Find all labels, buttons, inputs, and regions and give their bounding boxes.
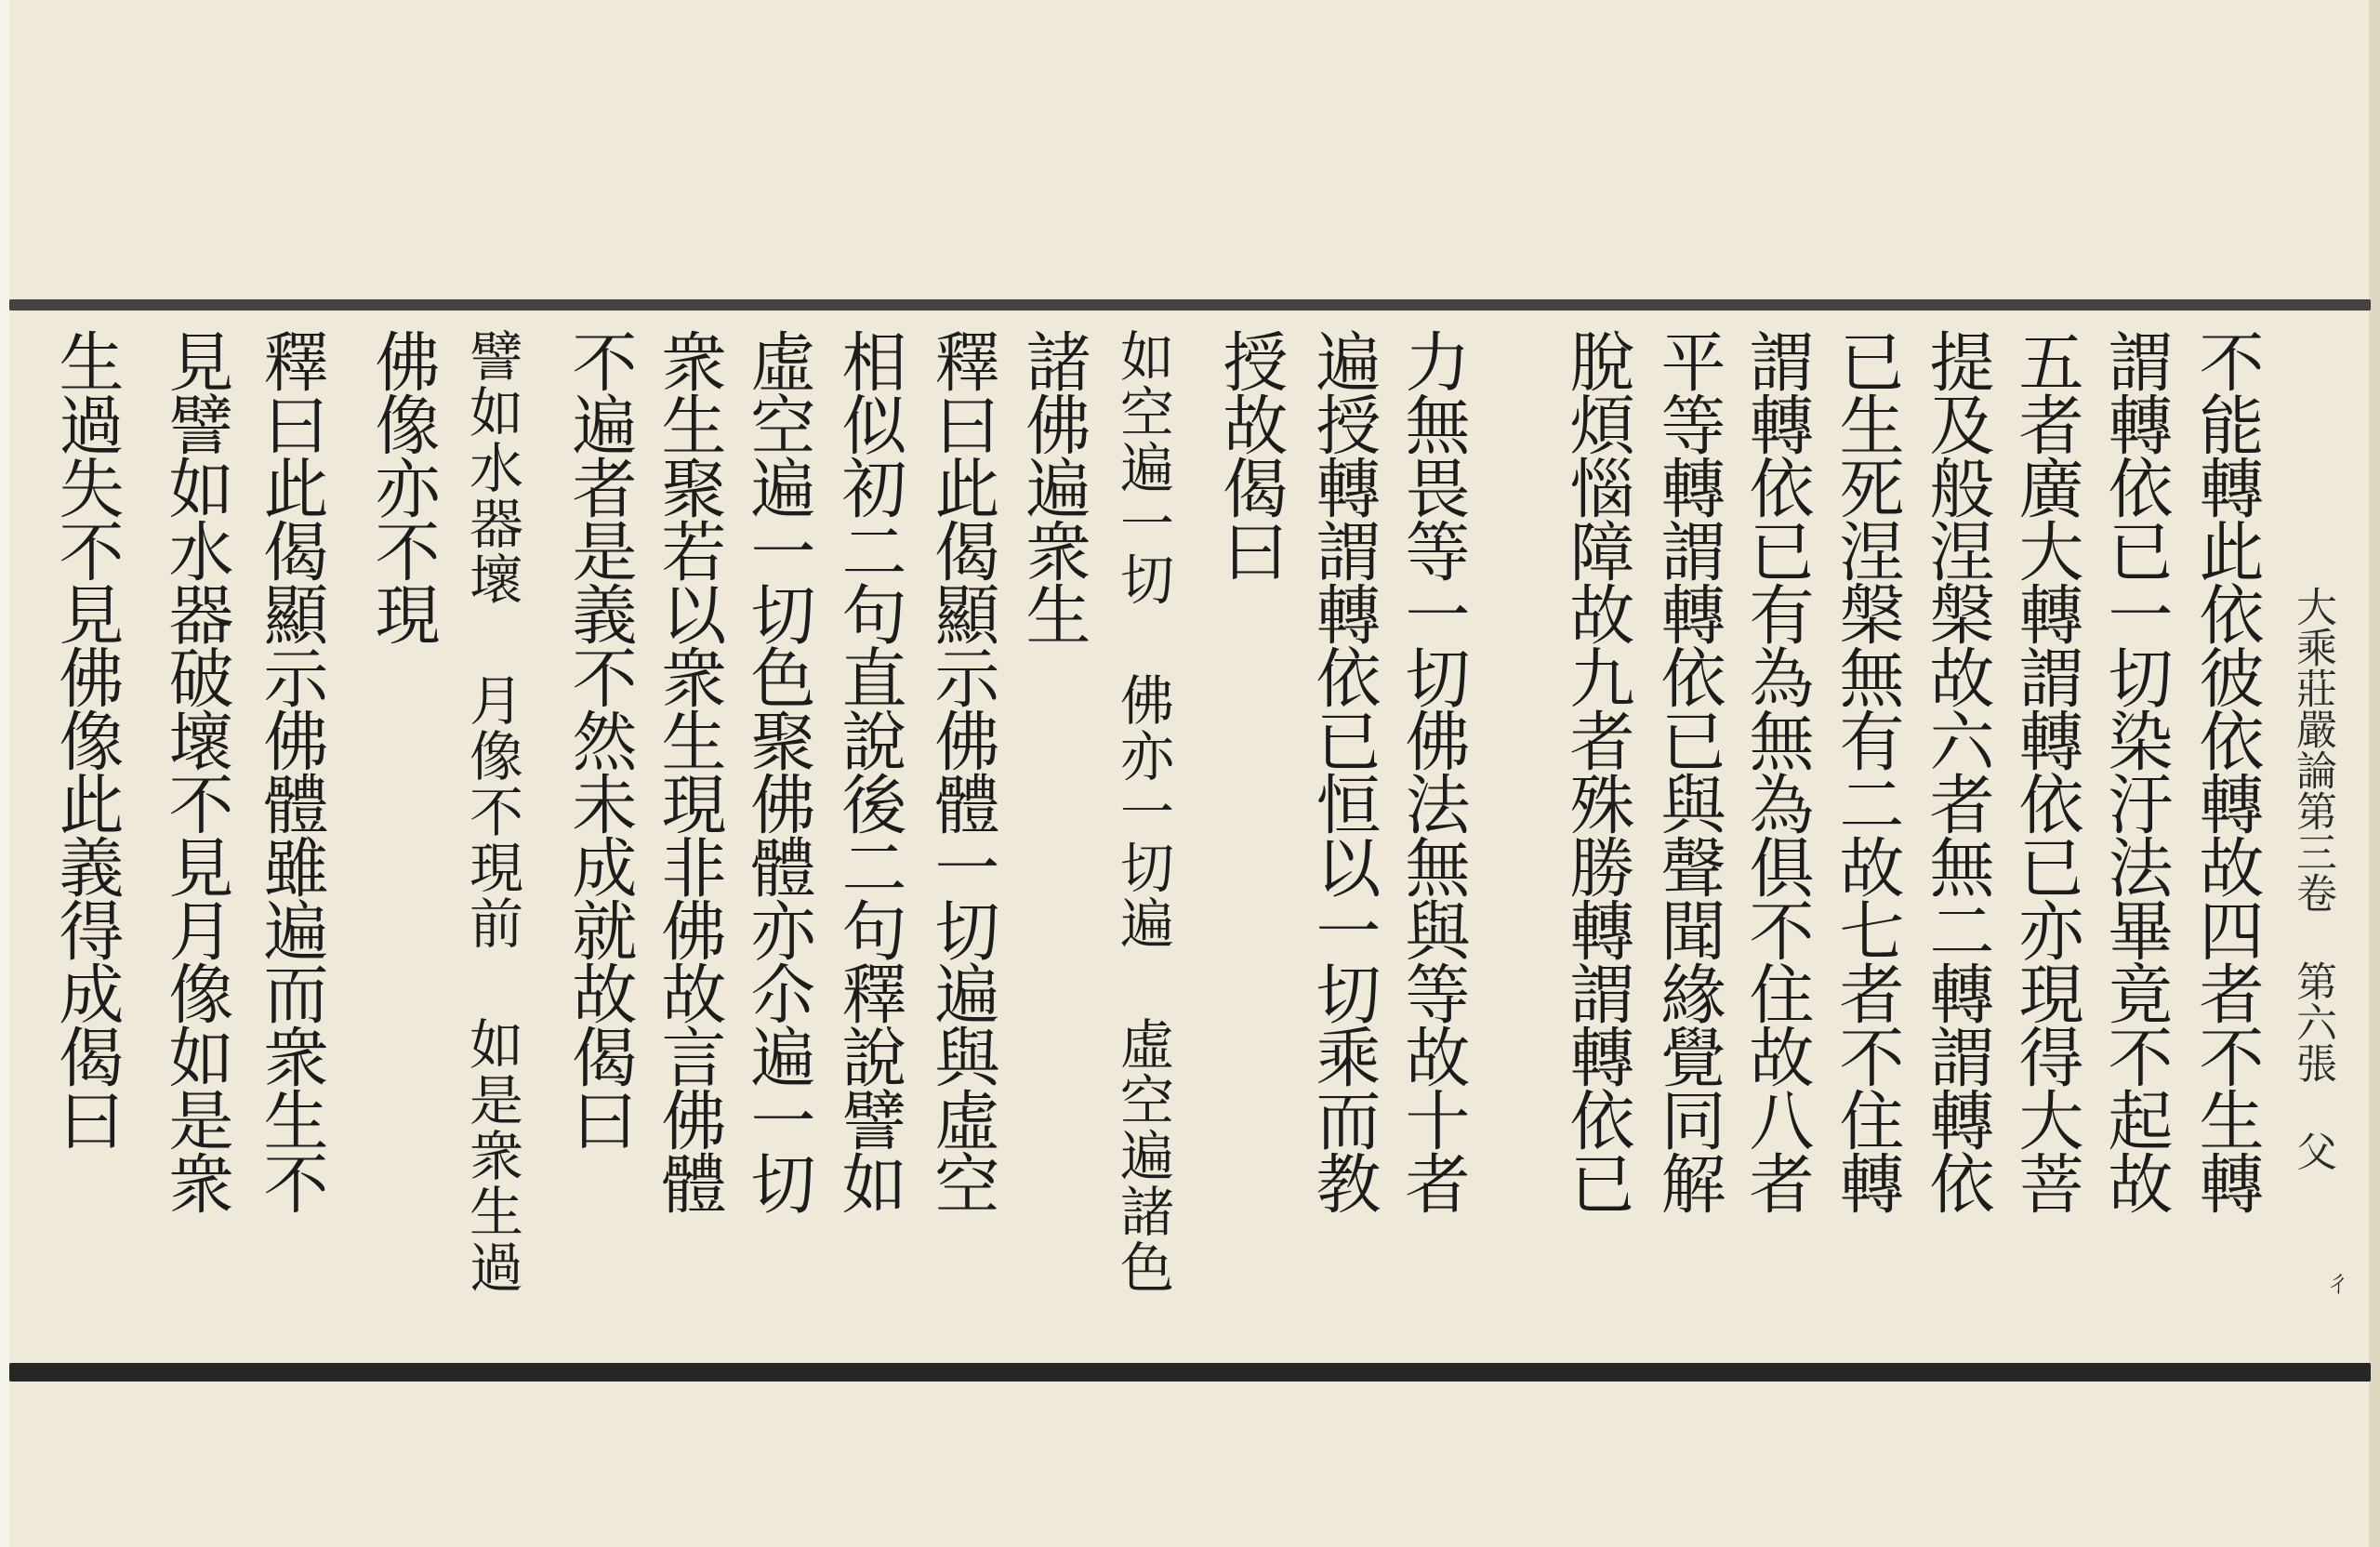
verse-column: 佛像亦不現 (364, 328, 441, 644)
text-column: 不遍者是義不然未成就故偈曰 (562, 328, 638, 1150)
text-column: 五者廣大轉謂轉依已亦現得大菩 (2008, 328, 2084, 1213)
verse-column: 如空遍一切 佛亦一切遍 虛空遍諸色 (1111, 328, 1174, 1295)
text-column: 見譬如水器破壞不見月像如是衆 (158, 328, 234, 1213)
verse-column: 諸佛遍衆生 (1015, 328, 1091, 644)
text-column: 生過失不見佛像此義得成偈曰 (48, 328, 125, 1150)
top-border-rule (9, 299, 2371, 311)
text-column: 已生死涅槃無有二故七者不住轉 (1829, 328, 1905, 1213)
margin-mark: ㄔ (2324, 1267, 2352, 1300)
margin-title: 大乘莊嚴論第三卷 第六張 父 (2289, 586, 2336, 1171)
text-column: 授故偈曰 (1212, 328, 1289, 581)
page-spine (0, 0, 9, 1547)
page-edge (2369, 0, 2380, 1547)
text-column: 力無畏等一切佛法無與等故十者 (1395, 328, 1471, 1213)
text-column: 相似初二句直說後二句釋說譬如 (831, 328, 907, 1213)
text-column: 不能轉此依彼依轉故四者不生轉 (2188, 328, 2265, 1213)
text-column: 謂轉依已有為無為俱不住故八者 (1739, 328, 1815, 1213)
text-column: 虛空遍一切色聚佛體亦尒遍一切 (740, 328, 816, 1213)
text-column: 衆生聚若以衆生現非佛故言佛體 (651, 328, 727, 1213)
text-column: 釋曰此偈顯示佛體一切遍與虛空 (924, 328, 1000, 1213)
text-column: 平等轉謂轉依已與聲聞緣覺同解 (1650, 328, 1726, 1213)
bottom-border-rule (9, 1363, 2371, 1382)
text-column: 謂轉依已一切染汙法畢竟不起故 (2097, 328, 2174, 1213)
text-column: 脫煩惱障故九者殊勝轉謂轉依已 (1559, 328, 1635, 1213)
verse-column: 譬如水器壞 月像不現前 如是衆生過 (460, 328, 523, 1295)
text-column: 提及般涅槃故六者無二轉謂轉依 (1919, 328, 1995, 1213)
text-column: 釋曰此偈顯示佛體雖遍而衆生不 (253, 328, 329, 1213)
text-column: 遍授轉謂轉依已恒以一切乘而教 (1305, 328, 1382, 1213)
